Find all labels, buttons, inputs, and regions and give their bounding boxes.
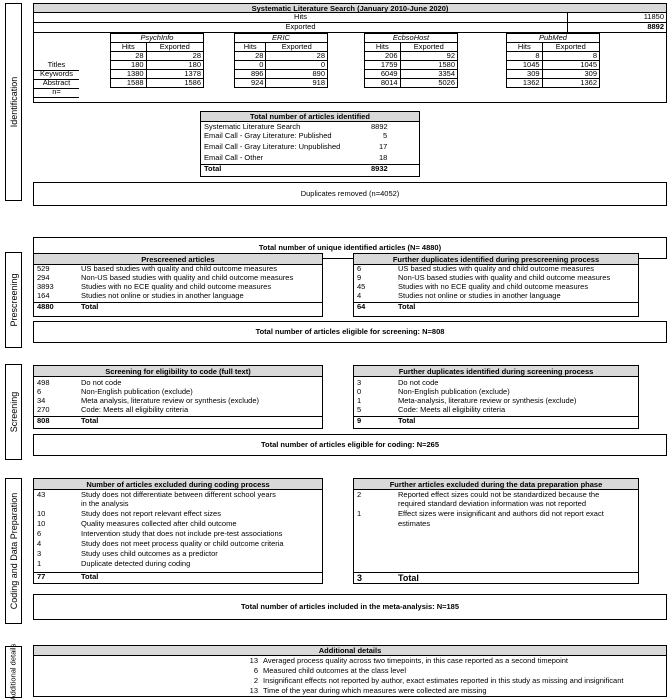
list-item — [34, 550, 322, 559]
cell: 1045 — [507, 61, 543, 70]
item-text: Studies not online or studies in another language — [81, 291, 244, 300]
item-text: Averaged process quality across two timepoints, in this case reported as a second timepoint — [263, 656, 569, 665]
eligible-coding-text: Total number of articles eligible for coding: N=265 — [260, 440, 440, 449]
cell: 1759 — [365, 61, 401, 70]
item-text: US based studies with quality and child outcome measures — [398, 264, 594, 273]
item-text: Insignificant effects not reported by author, exact estimates reported in this study as missing and insignificant — [263, 676, 624, 685]
total-count: 3 — [357, 573, 363, 583]
item-label: Systematic Literature Search — [204, 122, 301, 131]
cell: 1362 — [507, 79, 543, 88]
prescreen-dups-title: Further duplicates identified during prescreening process — [354, 254, 638, 265]
item-text: Measured child outcomes at the class level — [263, 666, 406, 675]
list-item — [354, 510, 638, 519]
search-title: Systematic Literature Search (January 2010-June 2020) — [34, 4, 666, 13]
cell: 1380 — [111, 70, 147, 79]
stage-label: Identification — [8, 76, 19, 128]
screening-dups-box — [353, 365, 639, 429]
duplicates-removed-box — [33, 182, 667, 206]
cell: 3354 — [400, 70, 457, 79]
item-count: 9 — [357, 273, 362, 282]
list-item — [34, 540, 322, 549]
cell: 5026 — [400, 79, 457, 88]
item-label: Email Call - Gray Literature: Unpublished — [204, 143, 341, 151]
total-label: Total — [398, 302, 416, 311]
item-text: Studies with no ECE quality and child outcome measures — [398, 282, 589, 291]
list-item — [354, 406, 638, 415]
stage-label: Prescreening — [8, 273, 19, 327]
cell: 180 — [111, 61, 147, 70]
col-exported: Exported — [266, 43, 328, 52]
row-label-keywords: Keywords — [34, 70, 79, 80]
item-text: Non-English publication (exclude) — [398, 387, 510, 396]
cell: 28 — [266, 52, 328, 61]
stage-coding — [5, 478, 22, 624]
identified-total-row — [201, 164, 419, 175]
cell: 0 — [266, 61, 328, 70]
item-text: in the analysis — [81, 499, 129, 508]
item-count: 4 — [357, 291, 362, 300]
total-row — [354, 302, 638, 313]
item-text: Do not code — [398, 378, 439, 387]
screening-title: Screening for eligibility to code (full text) — [34, 366, 322, 377]
stage-identification — [5, 3, 22, 201]
meta-total-text: Total number of articles included in the meta-analysis: N=185 — [240, 602, 460, 611]
total-label: Total — [204, 164, 222, 173]
total-label: Total — [81, 572, 99, 581]
cell: 896 — [235, 70, 266, 79]
item-count: 529 — [37, 264, 50, 273]
prescreened-box — [33, 253, 323, 317]
unique-total-text: Total number of unique identified articles (N= 4880) — [258, 243, 442, 252]
stage-screening — [5, 364, 22, 460]
item-text: estimates — [398, 519, 431, 528]
total-value: 8932 — [371, 164, 388, 173]
item-count: 34 — [37, 396, 46, 405]
dataprep-box — [353, 478, 639, 584]
eligible-coding-box — [33, 434, 667, 456]
item-label: Email Call - Other — [204, 153, 264, 162]
list-item — [34, 560, 322, 569]
list-item — [34, 406, 322, 415]
db-table-ebscohost — [364, 33, 458, 88]
item-text: Study does not differentiate between different school years — [81, 490, 276, 499]
item-text: Studies with no ECE quality and child outcome measures — [81, 282, 272, 291]
item-text: Do not code — [81, 378, 122, 387]
list-item — [34, 500, 322, 509]
cell: 92 — [400, 52, 457, 61]
total-count: 64 — [357, 302, 366, 311]
item-count: 4 — [37, 539, 42, 548]
cell: 28 — [146, 52, 203, 61]
list-item — [34, 491, 322, 500]
item-count: 270 — [37, 405, 50, 414]
list-item — [201, 143, 419, 152]
total-count: 4880 — [37, 302, 54, 311]
row-label-titles: Titles — [34, 61, 79, 71]
db-name: PubMed — [507, 34, 600, 43]
item-value: 5 — [383, 131, 388, 140]
identified-box — [200, 111, 420, 177]
item-count: 6 — [253, 666, 258, 675]
item-count: 498 — [37, 378, 50, 387]
list-item — [34, 687, 666, 696]
cell: 8 — [542, 52, 599, 61]
cell: 8014 — [365, 79, 401, 88]
total-label: Total — [81, 416, 99, 425]
db-name: ERIC — [235, 34, 328, 43]
total-row — [354, 416, 638, 427]
eligible-screening-text: Total number of articles eligible for screening: N=808 — [255, 327, 445, 336]
item-count: 10 — [37, 519, 46, 528]
cell: 28 — [111, 52, 147, 61]
cell: 206 — [365, 52, 401, 61]
hits-label: Hits — [294, 12, 307, 21]
item-count: 45 — [357, 282, 366, 291]
list-item — [354, 500, 638, 509]
item-label: Email Call - Gray Literature: Published — [204, 131, 332, 140]
cell: 890 — [266, 70, 328, 79]
item-text: Non-US based studies with quality and child outcome measures — [398, 273, 611, 282]
cell: 1045 — [542, 61, 599, 70]
screening-box — [33, 365, 323, 429]
list-item — [34, 657, 666, 666]
col-hits: Hits — [111, 43, 147, 52]
db-table-psychinfo — [110, 33, 204, 88]
prescreened-title: Prescreened articles — [34, 254, 322, 265]
col-exported: Exported — [542, 43, 599, 52]
list-item — [34, 520, 322, 529]
item-value: 17 — [379, 142, 388, 151]
screening-dups-title: Further duplicates identified during screening process — [354, 366, 638, 377]
stage-label: Screening — [8, 391, 19, 433]
total-label: Total — [81, 302, 99, 311]
cell: 1362 — [542, 79, 599, 88]
total-row — [34, 302, 322, 313]
item-text: Study does not meet process quality or child outcome criteria — [81, 539, 284, 548]
item-count: 1 — [37, 559, 42, 568]
list-item — [34, 292, 322, 301]
item-text: Study does not report relevant effect sizes — [81, 509, 221, 518]
stage-label: Coding and Data Preparation — [8, 492, 19, 610]
total-row — [354, 572, 638, 584]
item-count: 2 — [253, 676, 258, 685]
col-exported: Exported — [146, 43, 203, 52]
stage-label: Additional details — [8, 643, 18, 700]
cell: 918 — [266, 79, 328, 88]
col-hits: Hits — [507, 43, 543, 52]
additional-box — [33, 645, 667, 697]
item-text: Study uses child outcomes as a predictor — [81, 549, 218, 558]
cell: 1586 — [146, 79, 203, 88]
db-name: EcbsoHost — [365, 34, 458, 43]
total-count: 77 — [37, 572, 46, 581]
item-count: 6 — [37, 529, 42, 538]
list-item — [34, 667, 666, 676]
search-summary-box — [33, 3, 667, 103]
cell: 309 — [542, 70, 599, 79]
item-count: 0 — [357, 387, 362, 396]
prescreen-dups-box — [353, 253, 639, 317]
dataprep-title: Further articles excluded during the data preparation phase — [354, 479, 638, 490]
list-item — [34, 510, 322, 519]
duplicates-removed-text: Duplicates removed (n=4052) — [300, 189, 400, 198]
hits-value: 11850 — [567, 13, 664, 22]
exported-value: 8892 — [567, 23, 664, 32]
item-value: 8892 — [371, 122, 388, 131]
coding-box — [33, 478, 323, 584]
total-count: 808 — [37, 416, 50, 425]
meta-total-box — [33, 594, 667, 620]
list-item — [354, 292, 638, 301]
cell: 28 — [235, 52, 266, 61]
item-count: 3893 — [37, 282, 54, 291]
total-row — [34, 572, 322, 584]
total-label: Total — [398, 573, 419, 583]
item-text: Non-US based studies with quality and child outcome measures — [81, 273, 294, 282]
item-text: Meta-analysis, literature review or synthesis (exclude) — [398, 396, 577, 405]
item-count: 1 — [357, 396, 362, 405]
col-hits: Hits — [235, 43, 266, 52]
item-count: 6 — [357, 264, 362, 273]
item-count: 5 — [357, 405, 362, 414]
eligible-screening-box — [33, 321, 667, 343]
list-item — [354, 520, 638, 529]
cell: 1378 — [146, 70, 203, 79]
item-value: 18 — [379, 153, 388, 162]
exported-row — [34, 23, 666, 33]
item-count: 3 — [37, 549, 42, 558]
db-table-eric — [234, 33, 328, 88]
item-count: 164 — [37, 291, 50, 300]
item-count: 6 — [37, 387, 42, 396]
cell: 309 — [507, 70, 543, 79]
total-count: 9 — [357, 416, 362, 425]
cell: 8 — [507, 52, 543, 61]
item-count: 3 — [357, 378, 362, 387]
item-text: Code: Meets all eligibility criteria — [398, 405, 506, 414]
cell: 180 — [146, 61, 203, 70]
item-text: Quality measures collected after child outcome — [81, 519, 237, 528]
stage-prescreening — [5, 252, 22, 348]
item-text: Effect sizes were insignificant and authors did not report exact — [398, 509, 604, 518]
item-count: 10 — [37, 509, 46, 518]
col-exported: Exported — [400, 43, 457, 52]
list-item — [201, 154, 419, 163]
cell: 6049 — [365, 70, 401, 79]
coding-title: Number of articles excluded during coding process — [34, 479, 322, 490]
hits-row — [34, 13, 666, 23]
item-text: Code: Meets all eligibility criteria — [81, 405, 189, 414]
total-label: Total — [398, 416, 416, 425]
exported-label: Exported — [285, 22, 316, 31]
item-text: required standard deviation information was not reported — [398, 499, 587, 508]
row-label-abstract: Abstract — [34, 79, 79, 89]
item-count: 1 — [357, 509, 362, 518]
col-hits: Hits — [365, 43, 401, 52]
list-item — [34, 530, 322, 539]
stage-additional — [5, 643, 22, 700]
item-count: 13 — [249, 656, 258, 665]
db-table-pubmed — [506, 33, 600, 88]
item-count: 13 — [249, 686, 258, 695]
row-label-n: n= — [34, 88, 79, 98]
total-row — [34, 416, 322, 427]
item-text: US based studies with quality and child outcome measures — [81, 264, 277, 273]
item-text: Studies not online or studies in another language — [398, 291, 561, 300]
identified-title: Total number of articles identified — [201, 112, 419, 122]
cell: 0 — [235, 61, 266, 70]
item-text: Reported effect sizes could not be standardized because the — [398, 490, 600, 499]
item-text: Meta analysis, literature review or synthesis (exclude) — [81, 396, 259, 405]
item-text: Time of the year during which measures were collected are missing — [263, 686, 487, 695]
cell: 1588 — [111, 79, 147, 88]
item-count: 43 — [37, 490, 46, 499]
item-count: 2 — [357, 490, 362, 499]
item-count: 294 — [37, 273, 50, 282]
db-name: PsychInfo — [111, 34, 204, 43]
item-text: Intervention study that does not include pre-test associations — [81, 529, 283, 538]
list-item — [34, 677, 666, 686]
cell: 924 — [235, 79, 266, 88]
cell: 1580 — [400, 61, 457, 70]
list-item — [201, 132, 419, 141]
additional-title: Additional details — [34, 646, 666, 656]
item-text: Duplicate detected during coding — [81, 559, 191, 568]
item-text: Non-English publication (exclude) — [81, 387, 193, 396]
